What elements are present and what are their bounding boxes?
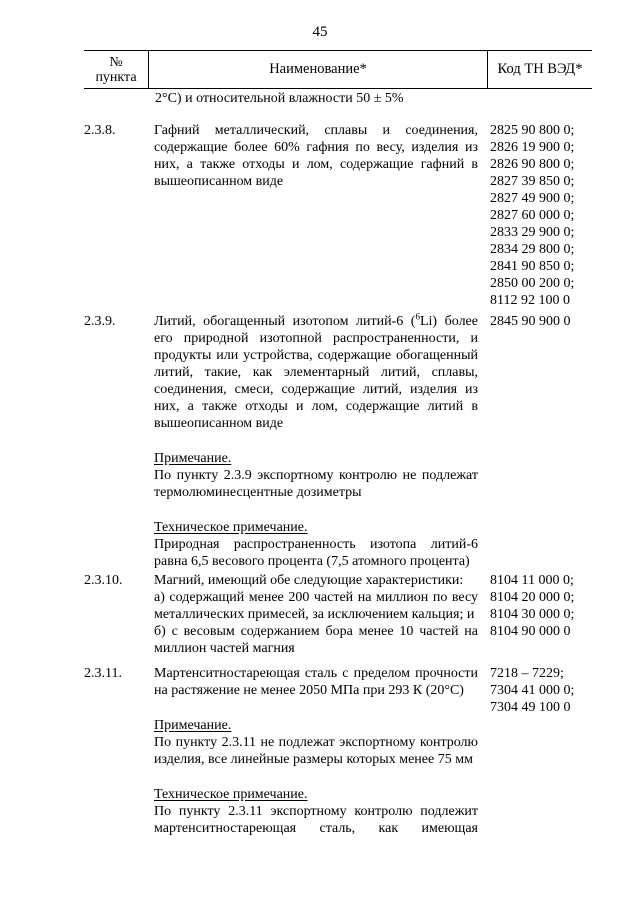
item-a: а) содержащий менее 200 частей на миллион по весу металлических примесей, за исключением кальция; и	[154, 590, 478, 622]
tech-note-text: По пункту 2.3.11 экспортному контролю подлежит мартенситностареющая сталь, как имеющая	[154, 804, 478, 836]
page-number: 45	[312, 24, 328, 40]
code-item: 2827 49 900 0;	[490, 191, 575, 206]
entry-description: Магний, имеющий обе следующие характеристики:	[154, 573, 464, 588]
entry-description: Мартенситностареющая сталь с пределом прочности на растяжение не менее 2050 МПа при 293 К (20°С)	[154, 666, 478, 698]
note-title: Примечание.	[154, 718, 232, 733]
entry-description: Гафний металлический, сплавы и соединения, содержащие более 60% гафния по весу, изделия из них, а также отходы и лом, содержащие гафний в вышеописанном виде	[154, 123, 478, 189]
table-header	[84, 50, 592, 89]
tech-note-title: Техническое примечание.	[154, 787, 308, 802]
code-item: 2845 90 900 0	[490, 314, 571, 329]
code-item: 2826 19 900 0;	[490, 140, 575, 155]
header-number	[84, 51, 148, 88]
entry-codes	[490, 313, 592, 330]
code-item: 8104 90 000 0	[490, 624, 571, 639]
tech-note-text: Природная распространенность изотопа литий-6 равна 6,5 весового процента (7,5 атомного процента)	[154, 537, 478, 569]
code-item: 2841 90 850 0;	[490, 259, 575, 274]
note-title: Примечание.	[154, 451, 232, 466]
note-text: По пункту 2.3.11 не подлежат экспортному контролю изделия, все линейные размеры которых менее 75 мм	[154, 735, 478, 767]
code-item: 2826 90 800 0;	[490, 157, 575, 172]
continuation-text: 2°C) и относительной влажности 50 ± 5%	[155, 91, 404, 106]
entry-number: 2.3.10.	[84, 573, 123, 588]
code-item: 7304 41 000 0;	[490, 683, 575, 698]
code-item: 2827 60 000 0;	[490, 208, 575, 223]
entry-number: 2.3.8.	[84, 123, 116, 138]
code-item: 7304 49 100 0	[490, 700, 571, 715]
code-item: 2850 00 200 0;	[490, 276, 575, 291]
entry-description: Литий, обогащенный изотопом литий-6 ($^6$Li) более его природной изотопной распространенности, и продукты или устройства, содержащие обогащенный литий, такие, как элементарный литий, сплавы, соединения, смеси, содержащие литий, изделия из них, а также отходы и лом, содержащие литий в вышеописанном виде	[154, 311, 478, 431]
note-text: По пункту 2.3.9 экспортному контролю не подлежат термолюминесцентные дозиметры	[154, 468, 478, 500]
code-item: 8104 30 000 0;	[490, 607, 575, 622]
code-item: 2834 29 800 0;	[490, 242, 575, 257]
code-item: 2833 29 900 0;	[490, 225, 575, 240]
tech-note-title: Техническое примечание.	[154, 520, 308, 535]
header-code: Код ТН ВЭД*	[497, 61, 583, 77]
code-item: 8104 20 000 0;	[490, 590, 575, 605]
entry-codes	[490, 122, 592, 309]
code-item: 8112 92 100 0	[490, 293, 570, 308]
entry-codes	[490, 572, 592, 640]
entry-codes	[490, 665, 592, 716]
entry-text	[154, 572, 478, 657]
entry-text	[154, 122, 478, 190]
code-item: 2827 39 850 0;	[490, 174, 575, 189]
header-number-label: пункта	[95, 69, 137, 85]
entry-number: 2.3.11.	[84, 666, 122, 681]
header-number-symbol: №	[109, 54, 123, 70]
code-item: 8104 11 000 0;	[490, 573, 574, 588]
code-item: 2825 90 800 0;	[490, 123, 575, 138]
code-item: 7218 – 7229;	[490, 666, 564, 681]
item-b: б) с весовым содержанием бора менее 10 частей на миллион частей магния	[154, 624, 478, 656]
entry-text	[154, 665, 478, 837]
entry-text	[154, 313, 478, 570]
header-name: Наименование*	[269, 61, 367, 77]
entry-number: 2.3.9.	[84, 314, 116, 329]
